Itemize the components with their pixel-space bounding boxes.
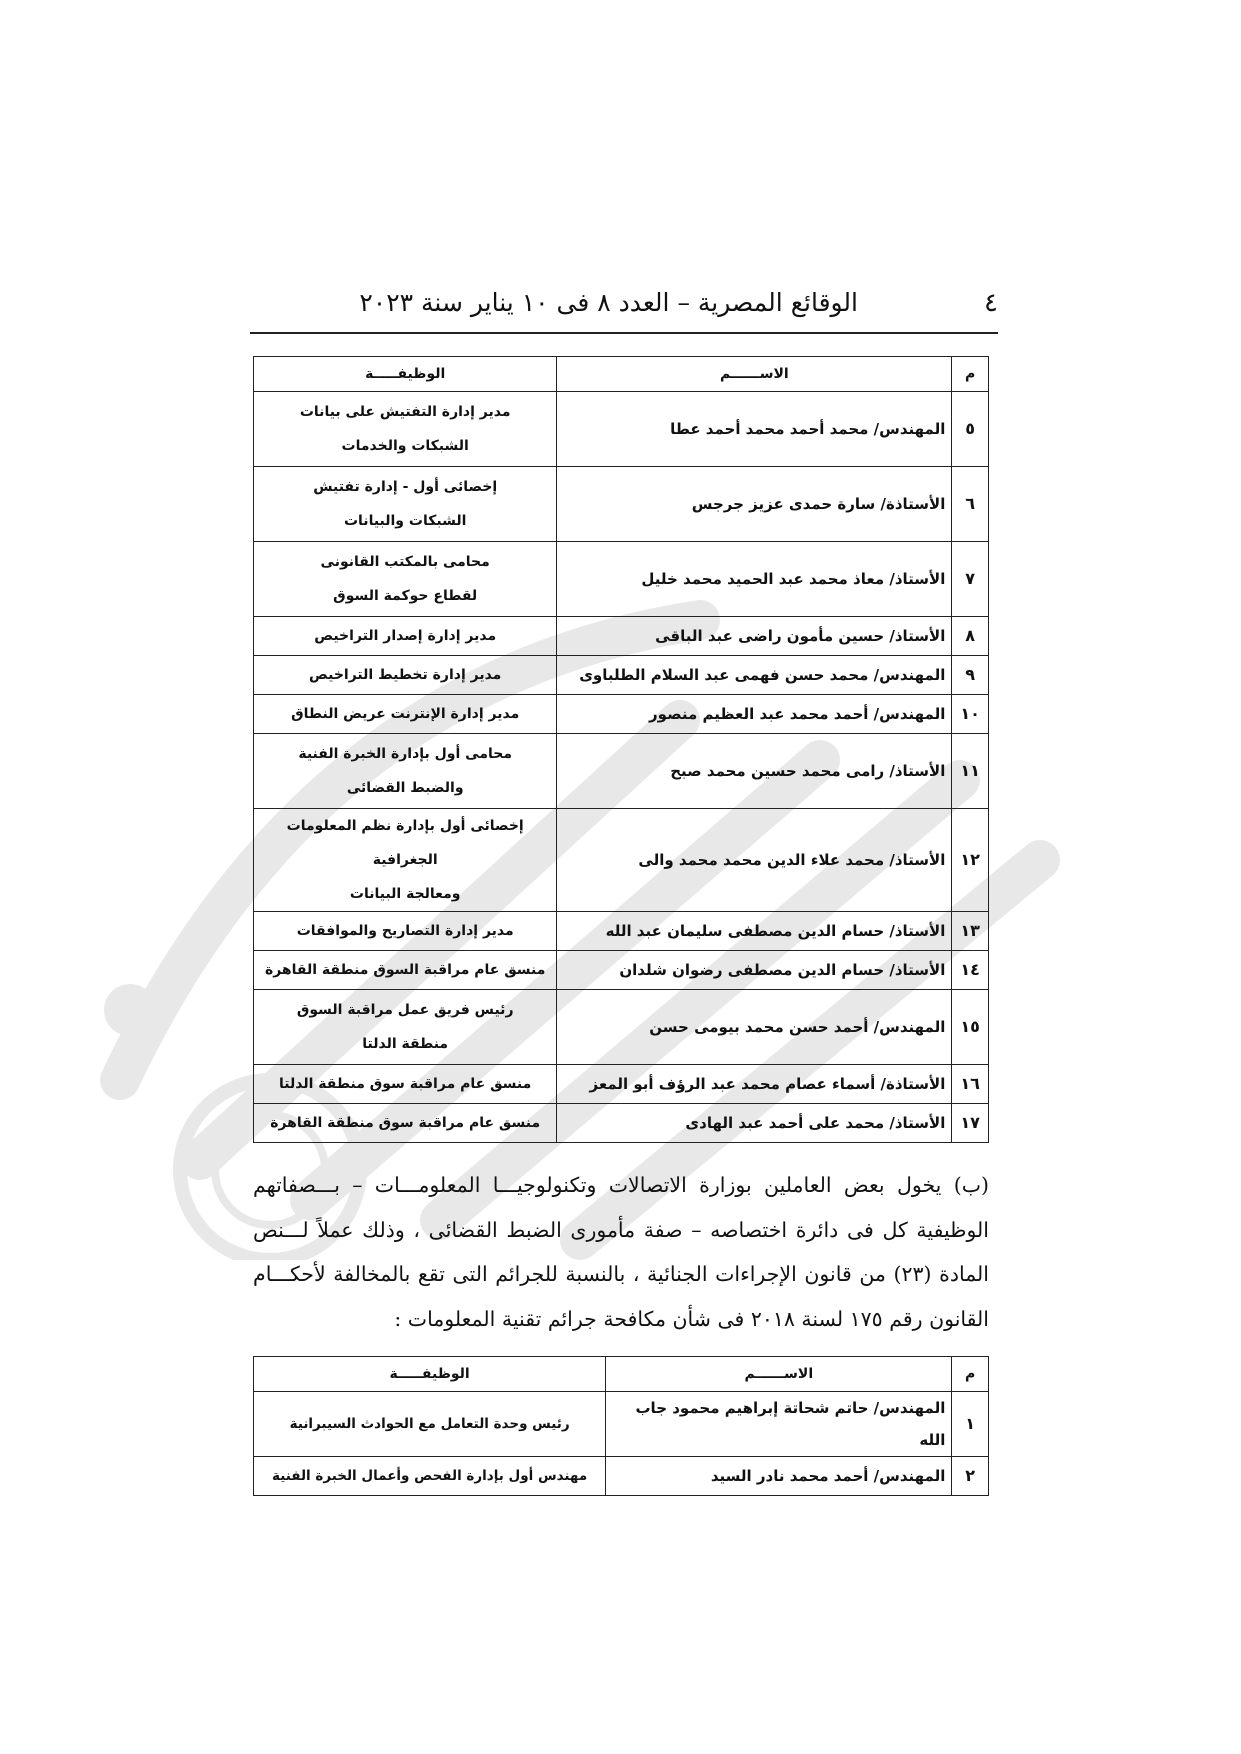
row-name: المهندس/ محمد حسن فهمى عبد السلام الطلباوى — [557, 656, 952, 695]
column-header-name: الاســــــم — [606, 1357, 952, 1392]
row-name: الأستاذ/ محمد على أحمد عبد الهادى — [557, 1104, 952, 1143]
row-name: الأستاذة/ سارة حمدى عزيز جرجس — [557, 467, 952, 542]
table-header-row — [254, 357, 989, 392]
row-name: الأستاذ/ حسام الدين مصطفى رضوان شلدان — [557, 951, 952, 990]
row-job: منسق عام مراقبة سوق منطقة الدلتا — [254, 1065, 557, 1104]
row-number: ٩ — [952, 656, 989, 695]
row-job: محامى أول بإدارة الخبرة الفنية والضبط القضائى — [254, 734, 557, 809]
column-header-job: الوظيفـــــة — [254, 1357, 606, 1392]
column-header-job: الوظيفـــــة — [254, 357, 557, 392]
row-name: المهندس/ محمد أحمد محمد أحمد عطا — [557, 392, 952, 467]
row-name: الأستاذ/ محمد علاء الدين محمد محمد والى — [557, 809, 952, 912]
table-row — [254, 1104, 989, 1143]
table-row — [254, 392, 989, 467]
row-number: ١ — [952, 1392, 989, 1457]
column-header-name: الاســــــم — [557, 357, 952, 392]
row-name: الأستاذة/ أسماء عصام محمد عبد الرؤف أبو المعز — [557, 1065, 952, 1104]
row-name: المهندس/ أحمد محمد نادر السيد — [606, 1457, 952, 1496]
row-job: منسق عام مراقبة السوق منطقة القاهرة — [254, 951, 557, 990]
row-name: المهندس/ أحمد حسن محمد بيومى حسن — [557, 990, 952, 1065]
row-job: مدير إدارة تخطيط التراخيص — [254, 656, 557, 695]
column-header-number: م — [952, 357, 989, 392]
row-job: مدير إدارة إصدار التراخيص — [254, 617, 557, 656]
row-number: ١٢ — [952, 809, 989, 912]
table-row — [254, 656, 989, 695]
row-job: مدير إدارة التفتيش على بيانات الشبكات والخدمات — [254, 392, 557, 467]
row-number: ٢ — [952, 1457, 989, 1496]
row-job: إخصائى أول بإدارة نظم المعلومات الجغرافية ومعالجة البيانات — [254, 809, 557, 912]
row-name: الأستاذ/ حسام الدين مصطفى سليمان عبد الله — [557, 912, 952, 951]
row-job: مدير إدارة التصاريح والموافقات — [254, 912, 557, 951]
row-number: ١٦ — [952, 1065, 989, 1104]
table-row — [254, 542, 989, 617]
row-number: ١٥ — [952, 990, 989, 1065]
row-job: إخصائى أول - إدارة تفتيش الشبكات والبيانات — [254, 467, 557, 542]
table-row — [254, 695, 989, 734]
table-row — [254, 951, 989, 990]
officials-table-1 — [253, 356, 989, 1143]
row-number: ٦ — [952, 467, 989, 542]
row-job: منسق عام مراقبة سوق منطقة القاهرة — [254, 1104, 557, 1143]
row-number: ٧ — [952, 542, 989, 617]
page-header — [250, 282, 998, 334]
table-row — [254, 617, 989, 656]
row-number: ٨ — [952, 617, 989, 656]
table-row — [254, 809, 989, 912]
column-header-number: م — [952, 1357, 989, 1392]
row-job: محامى بالمكتب القانونى لقطاع حوكمة السوق — [254, 542, 557, 617]
row-number: ١٠ — [952, 695, 989, 734]
row-number: ١٧ — [952, 1104, 989, 1143]
table-row — [254, 990, 989, 1065]
table-row — [254, 912, 989, 951]
table-header-row — [254, 1357, 989, 1392]
row-name: المهندس/ أحمد محمد عبد العظيم منصور — [557, 695, 952, 734]
row-job: مدير إدارة الإنترنت عريض النطاق — [254, 695, 557, 734]
table-row — [254, 1457, 989, 1496]
table-row — [254, 1065, 989, 1104]
row-name: الأستاذ/ معاذ محمد عبد الحميد محمد خليل — [557, 542, 952, 617]
table-row — [254, 467, 989, 542]
running-title: الوقائع المصرية – العدد ٨ فى ١٠ يناير سنة ٢٠٢٣ — [359, 288, 858, 317]
table-row — [254, 734, 989, 809]
decree-paragraph: (ب) يخول بعض العاملين بوزارة الاتصالات وتكنولوجيـــا المعلومـــات – بـــصفاتهم الوظيفية كل فى دائرة اختصاصه – صفة مأمورى الضبط القضائى ، وذلك عملاً لـــنص المادة (٢٣) من قانون الإجراءات الجنائية ، بالنسبة للجرائم التى تقع بالمخالفة لأحكـــام القانون رقم ١٧٥ لسنة ٢٠١٨ فى شأن مكافحة جرائم تقنية المعلومات : — [253, 1173, 989, 1331]
page-number: ٤ — [984, 288, 998, 318]
row-name: الأستاذ/ رامى محمد حسين محمد صبح — [557, 734, 952, 809]
table-row — [254, 1392, 989, 1457]
row-number: ١١ — [952, 734, 989, 809]
row-name: الأستاذ/ حسين مأمون راضى عبد الباقى — [557, 617, 952, 656]
row-number: ١٣ — [952, 912, 989, 951]
row-job: مهندس أول بإدارة الفحص وأعمال الخبرة الفنية — [254, 1457, 606, 1496]
officials-table-2 — [253, 1356, 989, 1496]
row-job: رئيس وحدة التعامل مع الحوادث السيبرانية — [254, 1392, 606, 1457]
row-name: المهندس/ حاتم شحاتة إبراهيم محمود جاب الله — [606, 1392, 952, 1457]
row-number: ١٤ — [952, 951, 989, 990]
row-number: ٥ — [952, 392, 989, 467]
row-job: رئيس فريق عمل مراقبة السوق منطقة الدلتا — [254, 990, 557, 1065]
